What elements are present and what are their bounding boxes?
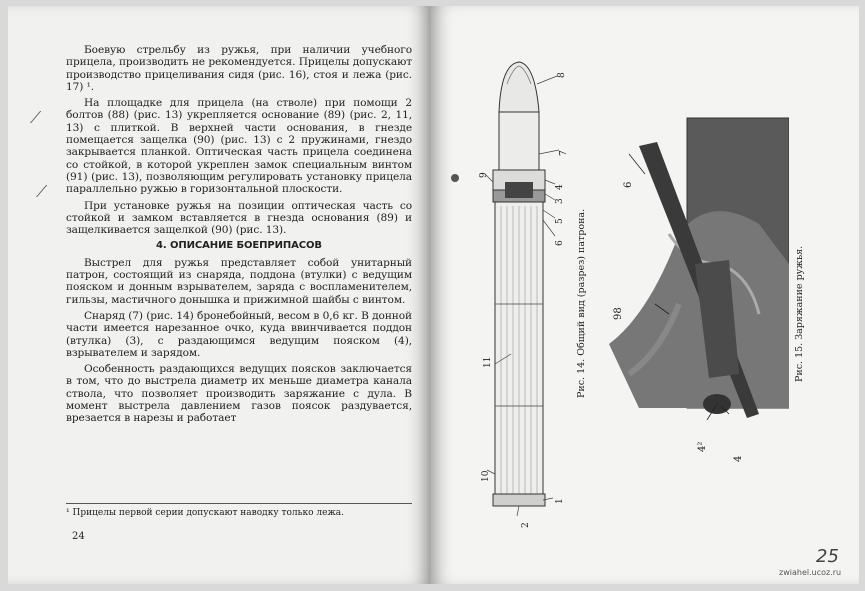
page-number-left: 24: [72, 531, 85, 542]
fig14-label: 4: [555, 184, 565, 190]
fig14-label: 7: [559, 150, 569, 156]
fig15-caption: Рис. 15. Заряжание ружья.: [794, 245, 805, 382]
paragraph-3: При установке ружья на позиции оптическая часть со стойкой и замком вставляется в гнезда основания (89) и защелкивается защелкой (90) (рис. 13).: [66, 199, 412, 237]
fig14-label: 5: [555, 218, 565, 224]
paragraph-6: Особенность раздающихся ведущих поясков заключается в том, что до выстрела диаметр их меньше диаметра канала ствола, что позволяет производить заряжание с дула. В момент выстрела давлением газов поясок раздувается, врезается в нарезы и работает: [66, 363, 412, 425]
left-page-text: [66, 44, 412, 429]
margin-tick-mark: ⟋: [36, 182, 48, 201]
paragraph-4: Выстрел для ружья представляет собой унитарный патрон, состоящий из снаряда, поддона (втулки) с ведущим пояском и донным взрывателем, заряда с воспламенителем, гильзы, мастичного донышка и прижимной шайбы с винтом.: [66, 256, 412, 306]
paragraph-5: Снаряд (7) (рис. 14) бронебойный, весом в 0,6 кг. В донной части имеется нарезанное очко, куда ввинчивается поддон (втулка) (3), с раздающимся ведущим пояском (4), взрывателем и зарядом.: [66, 309, 412, 359]
fig15-label: 98: [613, 307, 624, 320]
right-page: [431, 6, 859, 584]
fig14-label: 3: [555, 198, 565, 204]
fig14-caption: Рис. 14. Общий вид (разрез) патрона.: [576, 208, 587, 398]
paragraph-2: На площадке для прицела (на стволе) при помощи 2 болтов (88) (рис. 13) укрепляется основание (89) (рис. 2, 11, 13) с плиткой. В верхней части основания, в гнезде помещается защелка (90) (рис. 13) с 2 пружинами, гнездо закрывается планкой. Оптическая часть прицела соединена со стойкой, в которой укреплен замок специальным винтом (91) (рис. 13), позволяющим регулировать установку прицела параллельно ружью в горизонтальной плоскости.: [66, 97, 412, 196]
fig14-label: 2: [521, 522, 531, 528]
fig14-label: 1: [555, 498, 565, 504]
section-heading: 4. ОПИСАНИЕ БОЕПРИПАСОВ: [156, 240, 322, 252]
page-number-right: 25: [816, 546, 839, 567]
fig15-label: 6: [623, 181, 634, 188]
paragraph-1: Боевую стрельбу из ружья, при наличии учебного прицела, производить не рекомендуется. Прицелы допускают производство прицеливания сидя (рис. 16), стоя и лежа (рис. 17) ¹.: [66, 44, 412, 93]
footnote: ¹ Прицелы первой серии допускают наводку только лежа.: [66, 503, 412, 519]
margin-tick-mark: ⟋: [30, 108, 42, 127]
fig15-label: 4: [733, 455, 744, 462]
fig14-label: 9: [479, 172, 489, 178]
cartridge-drawing: [481, 54, 571, 524]
binding-hole-icon: [451, 174, 459, 182]
fig14-label: 8: [557, 72, 567, 78]
left-page: [8, 6, 431, 584]
fig14-label: 11: [483, 356, 493, 368]
fig15-label: 4²: [697, 441, 708, 452]
watermark-url: zwiahel.ucoz.ru: [779, 568, 842, 577]
fig14-label: 10: [481, 470, 491, 482]
fig14-label: 6: [555, 240, 565, 246]
loading-photo: [609, 114, 789, 420]
